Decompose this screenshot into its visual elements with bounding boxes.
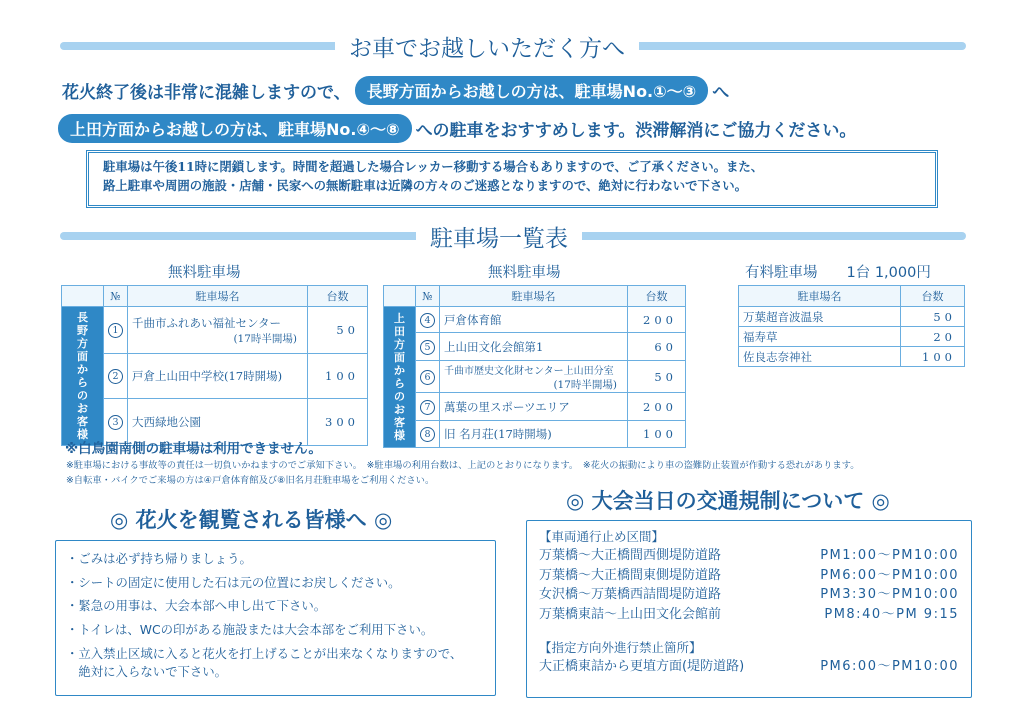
table1-header-count: 台数: [308, 286, 368, 307]
table2-side-label: 上 田 方 面 か ら の お 客 様: [384, 307, 416, 448]
table-row-name: 戸倉上山田中学校(17時開場): [128, 354, 308, 399]
table-row-no: 6: [416, 361, 440, 393]
list-item: ・緊急の用事は、大会本部へ申し出て下さい。: [66, 598, 327, 613]
list-item: 大正橋東詰から更埴方面(堤防道路) PM6:00〜PM10:00: [539, 659, 959, 674]
table3-header-name: 駐車場名: [739, 286, 901, 307]
parking-table-nagano: [61, 285, 368, 446]
table1-corner: [62, 286, 104, 307]
viewers-box: [55, 540, 496, 696]
table-row-name: 佐良志奈神社: [739, 347, 901, 367]
parking-note-1: ※駐車場における事故等の責任は一切負いかねますのでご承知下さい。 ※駐車場の利用台数は、上記のとおりになります。 ※花火の振動により車の盗難防止装置が作動する恐れがあります。: [66, 460, 860, 471]
notice-line-2: 路上駐車や周囲の施設・店舗・民家への無断駐車は近隣の方々のご迷惑となりますので、絶対に行わないで下さい。: [103, 178, 748, 193]
table2-header-no: №: [416, 286, 440, 307]
section-title-car: お車でお越しいただく方へ: [335, 30, 639, 63]
traffic-box: [526, 520, 972, 698]
table-row-name: 萬葉の里スポーツエリア: [440, 393, 628, 421]
restriction-header: 【指定方向外進行禁止箇所】: [539, 640, 702, 655]
hakuchoen-note: ※白鳥園南側の駐車場は利用できません。: [65, 441, 322, 457]
table-row-count: 100: [901, 347, 965, 367]
list-item: ・トイレは、WCの印がある施設または大会本部をご利用下さい。: [66, 621, 434, 637]
table-row-no: 7: [416, 393, 440, 421]
table-row-count: 60: [628, 333, 686, 361]
table1-header-name: 駐車場名: [128, 286, 308, 307]
intro-text-2: へ: [712, 83, 730, 103]
list-item: 女沢橋〜万葉橋西詰間堤防道路 PM3:30〜PM10:00: [539, 587, 959, 602]
intro-text-1: 花火終了後は非常に混雑しますので、: [62, 83, 351, 103]
table1-side-label: 長 野 方 面 か ら の お 客 様: [62, 307, 104, 446]
table-row-no: 8: [416, 421, 440, 448]
intro-line-2: [54, 114, 856, 143]
list-item: ・ごみは必ず持ち帰りましょう。: [66, 551, 252, 566]
list-item: 絶対に入らないで下さい。: [66, 664, 228, 679]
table-row-count: 100: [308, 354, 368, 399]
table2-corner: [384, 286, 416, 307]
table-row-count: 20: [901, 327, 965, 347]
table-row-count: 200: [628, 307, 686, 333]
table-row-no: 5: [416, 333, 440, 361]
ueda-highlight: 上田方面からお越しの方は、駐車場No.④〜⑧: [58, 114, 412, 143]
list-item: 万葉橋東詰〜上山田文化会館前 PM8:40〜PM 9:15: [539, 606, 959, 622]
table-row-name: 旧 名月荘(17時開場): [440, 421, 628, 448]
table-row-name: 上山田文化会館第1: [440, 333, 628, 361]
list-item: ・シートの固定に使用した石は元の位置にお戻しください。: [66, 574, 401, 590]
table-row-no: 2: [104, 354, 128, 399]
table1-label: 無料駐車場: [168, 265, 241, 281]
table-row-name: 福寿草: [739, 327, 901, 347]
closing-notice: [86, 150, 938, 208]
table1-header-no: №: [104, 286, 128, 307]
table-row-count: 100: [628, 421, 686, 448]
table-row-name: 千曲市ふれあい福祉センター (17時半開場): [128, 307, 308, 354]
parking-table-ueda: [383, 285, 686, 448]
table-row-no: 3: [104, 398, 128, 445]
table2-label: 無料駐車場: [488, 265, 561, 281]
table-row-count: 300: [308, 398, 368, 445]
table-row-name: 万葉超音波温泉: [739, 307, 901, 327]
table2-header-name: 駐車場名: [440, 286, 628, 307]
list-item: ・立入禁止区域に入ると花火を打上げることが出来なくなりますので、: [66, 646, 463, 661]
table3-label: 有料駐車場 1台 1,000円: [745, 265, 931, 281]
list-item: 万葉橋〜大正橋間西側堤防道路 PM1:00〜PM10:00: [539, 548, 959, 563]
table2-header-count: 台数: [628, 286, 686, 307]
nagano-highlight: 長野方面からお越しの方は、駐車場No.①〜③: [355, 76, 709, 105]
table-row-no: 4: [416, 307, 440, 333]
table-row-count: 50: [308, 307, 368, 354]
table-row-count: 200: [628, 393, 686, 421]
table-row-no: 1: [104, 307, 128, 354]
closures-header: 【車両通行止め区間】: [539, 529, 665, 544]
intro-text-3: への駐車をおすすめします。渋滞解消にご協力ください。: [415, 121, 857, 141]
table-row-name: 千曲市歴史文化財センター上山田分室 (17時半開場): [440, 361, 628, 393]
table-row-name: 戸倉体育館: [440, 307, 628, 333]
table-row-name: 大西緑地公園: [128, 398, 308, 445]
table3-header-count: 台数: [901, 286, 965, 307]
table-row-count: 50: [901, 307, 965, 327]
viewers-title: ◎ 花火を観覧される皆様へ ◎: [110, 508, 393, 532]
traffic-title: ◎ 大会当日の交通規制について ◎: [566, 489, 890, 513]
parking-note-2: ※自転車・バイクでご来場の方は④戸倉体育館及び⑧旧名月荘駐車場をご利用ください。: [66, 475, 435, 486]
paid-parking-table: [738, 285, 965, 367]
intro-line-1: [62, 76, 729, 105]
notice-line-1: 駐車場は午後11時に閉鎖します。時間を超過した場合レッカー移動する場合もありますので、ご了承ください。また、: [103, 159, 764, 174]
section-title-parking: 駐車場一覧表: [416, 220, 582, 253]
table-row-count: 50: [628, 361, 686, 393]
list-item: 万葉橋〜大正橋間東側堤防道路 PM6:00〜PM10:00: [539, 567, 959, 583]
